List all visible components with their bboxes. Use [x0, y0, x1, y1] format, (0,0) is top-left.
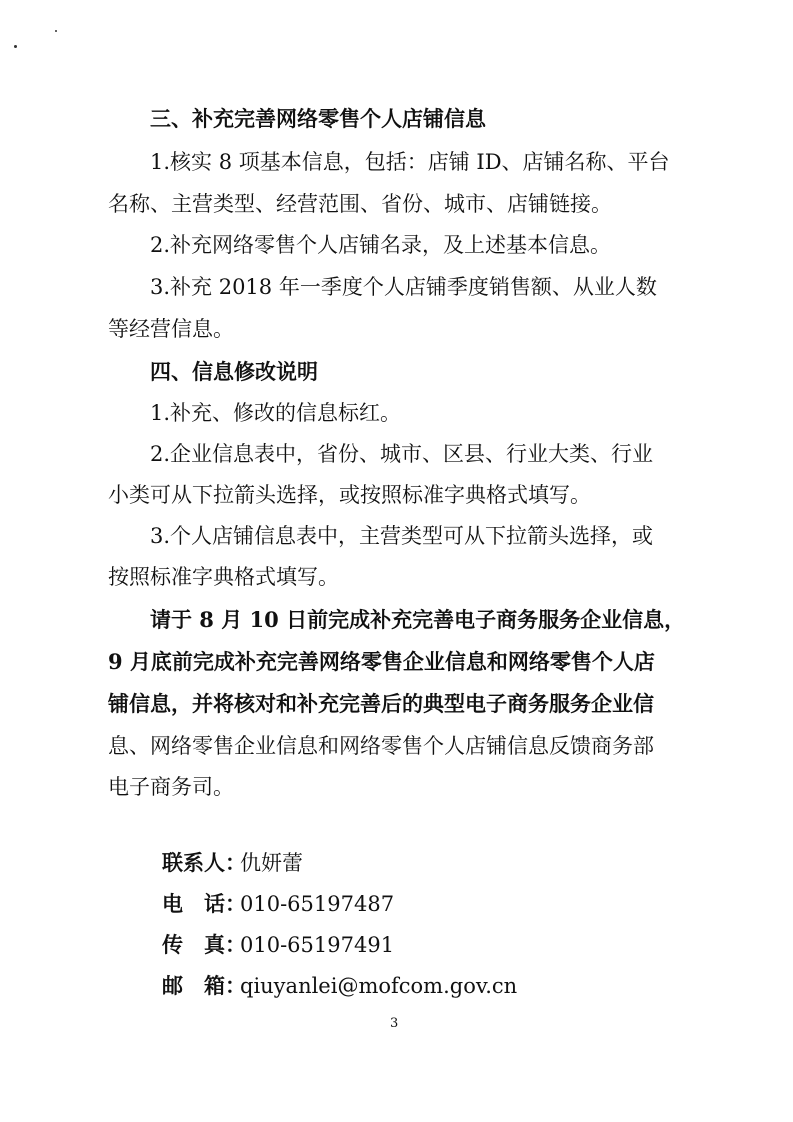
- contact-phone-value: 010-65197487: [240, 892, 395, 916]
- contact-fax-value: 010-65197491: [240, 933, 395, 957]
- section-4-item-2-line-2: 小类可从下拉箭头选择，或按照标准字典格式填写。: [108, 483, 591, 507]
- contact-email-row: [162, 971, 517, 1001]
- section-3-item-3-line-1: 3.补充 2018 年一季度个人店铺季度销售额、从业人数: [150, 275, 657, 299]
- contact-fax-label: 传 真：: [162, 932, 246, 957]
- closing-line-2: 9 月底前完成补充完善网络零售企业信息和网络零售个人店: [108, 649, 655, 674]
- closing-line-4: 息、网络零售企业信息和网络零售个人店铺信息反馈商务部: [108, 734, 654, 758]
- section-4-heading: 四、信息修改说明: [150, 359, 318, 384]
- section-4-item-3-line-1: 3.个人店铺信息表中，主营类型可从下拉箭头选择，或: [150, 524, 654, 548]
- section-4-item-2-line-1: 2.企业信息表中，省份、城市、区县、行业大类、行业: [150, 442, 654, 466]
- closing-line-5: 电子商务司。: [108, 775, 234, 799]
- scan-speck: [14, 45, 17, 48]
- contact-email-value: qiuyanlei@mofcom.gov.cn: [240, 974, 518, 998]
- contact-fax-row: [162, 930, 394, 960]
- section-4-item-1: 1.补充、修改的信息标红。: [150, 401, 402, 425]
- contact-email-label: 邮 箱：: [162, 973, 246, 998]
- closing-line-1: 请于 8 月 10 日前完成补充完善电子商务服务企业信息，: [150, 607, 686, 632]
- closing-line-3: 铺信息，并将核对和补充完善后的典型电子商务服务企业信: [108, 691, 654, 716]
- contact-person-label: 联系人：: [162, 850, 246, 875]
- contact-phone-row: [162, 889, 394, 919]
- contact-person-value: 仇妍蕾: [240, 851, 303, 875]
- section-3-item-2: 2.补充网络零售个人店铺名录，及上述基本信息。: [150, 233, 612, 257]
- section-3-item-1-line-1: 1.核实 8 项基本信息，包括：店铺 ID、店铺名称、平台: [150, 150, 670, 174]
- scan-speck: [55, 30, 57, 32]
- section-4-item-3-line-2: 按照标准字典格式填写。: [108, 565, 339, 589]
- contact-person-row: [162, 848, 303, 878]
- section-3-item-3-line-2: 等经营信息。: [108, 317, 234, 341]
- page-number: 3: [390, 1016, 399, 1031]
- contact-phone-label: 电 话：: [162, 891, 246, 916]
- section-3-heading: 三、补充完善网络零售个人店铺信息: [150, 106, 486, 131]
- section-3-item-1-line-2: 名称、主营类型、经营范围、省份、城市、店铺链接。: [108, 192, 612, 216]
